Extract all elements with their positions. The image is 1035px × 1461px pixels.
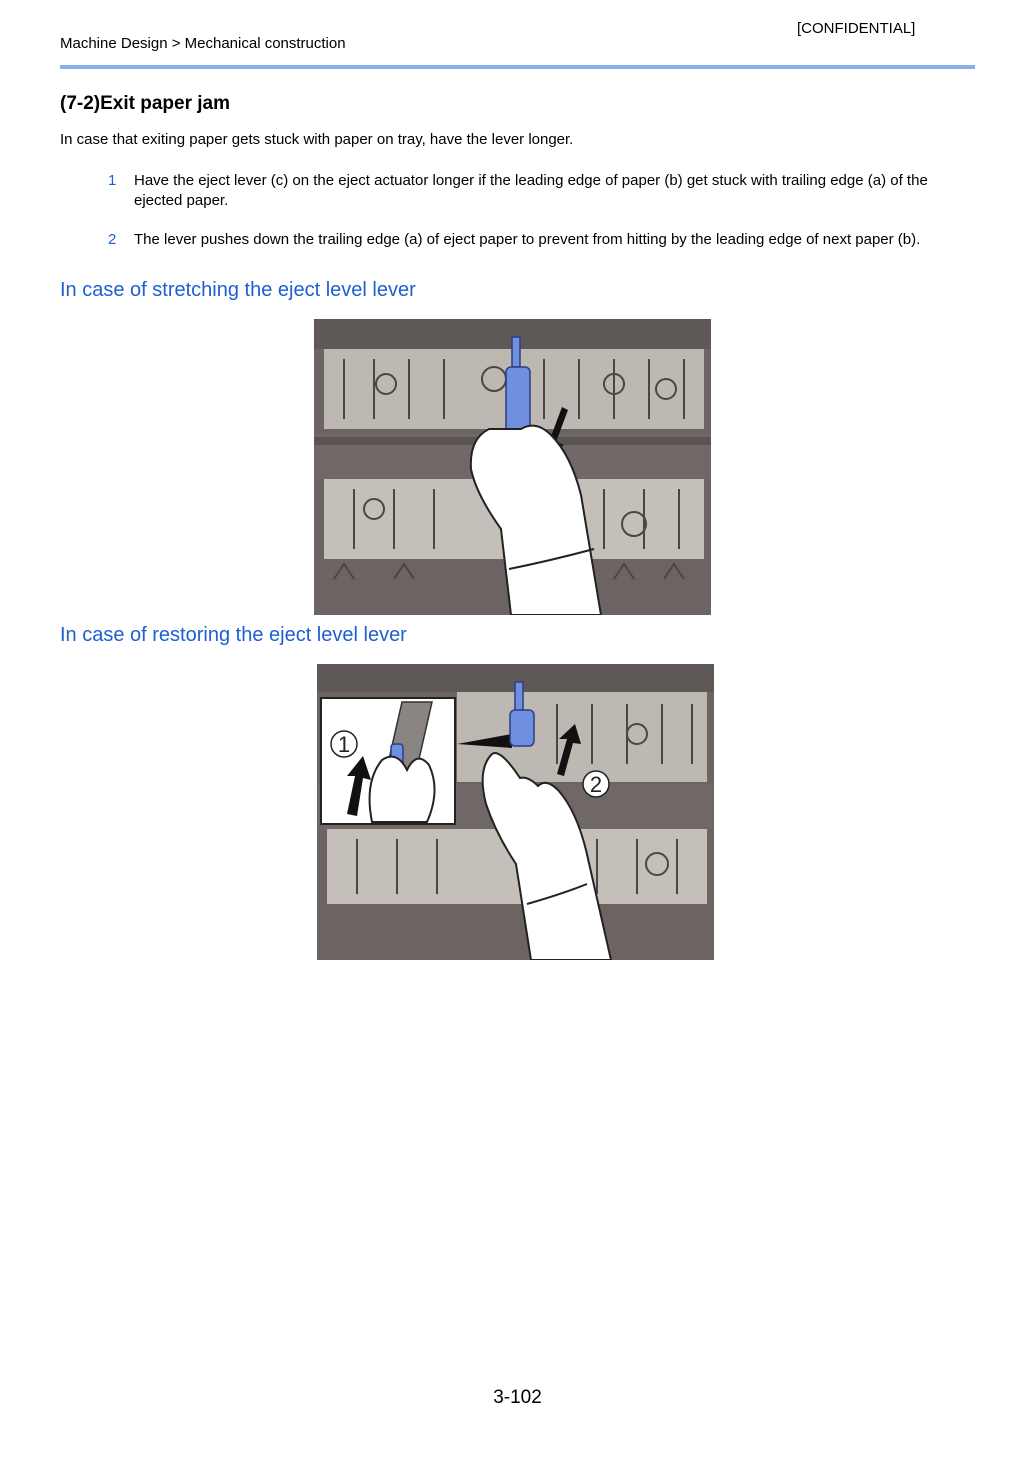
figure-1-caption: In case of stretching the eject level lever bbox=[60, 279, 416, 301]
step-number: 1 bbox=[108, 172, 117, 189]
figure-2-illustration bbox=[317, 664, 714, 960]
step-1 bbox=[108, 171, 978, 211]
callout-2: 2 bbox=[589, 772, 603, 797]
step-2 bbox=[108, 230, 978, 250]
section-title: (7-2)Exit paper jam bbox=[60, 93, 230, 114]
figure-2-caption: In case of restoring the eject level lever bbox=[60, 624, 407, 646]
page-number: 3-102 bbox=[493, 1387, 542, 1408]
figure-1-illustration bbox=[314, 319, 711, 615]
step-number: 2 bbox=[108, 231, 117, 248]
step-text: The lever pushes down the trailing edge (a) of eject paper to prevent from hitting by the leading edge of next paper (b). bbox=[134, 231, 921, 248]
header-rule bbox=[60, 65, 975, 69]
section-intro: In case that exiting paper gets stuck with paper on tray, have the lever longer. bbox=[60, 131, 574, 148]
step-text: Have the eject lever (c) on the eject actuator longer if the leading edge of paper (b) get stuck with trailing edge (a) of the ejected paper. bbox=[134, 172, 928, 209]
confidential-label: [CONFIDENTIAL] bbox=[797, 20, 916, 37]
callout-1: 1 bbox=[337, 732, 351, 757]
breadcrumb: Machine Design > Mechanical construction bbox=[60, 35, 346, 52]
